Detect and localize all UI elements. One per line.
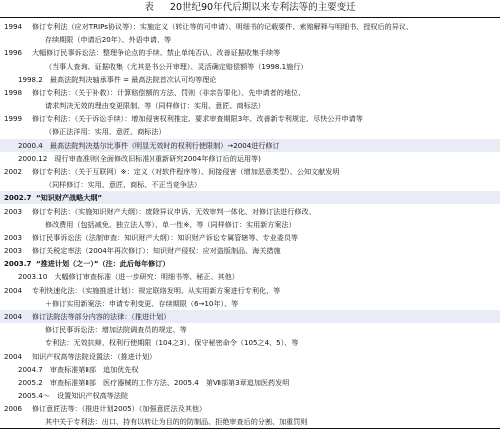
- table-row: [0, 310, 500, 323]
- table-row: [0, 389, 500, 402]
- table-row: [0, 363, 500, 376]
- row-year: 1994: [4, 22, 23, 31]
- row-year: 2004: [4, 351, 23, 361]
- row-text: 2005.4～ 设置知识产权高等法院: [18, 391, 128, 401]
- row-text: 修订专利法：（关于诉讼手续）：增加侵害权利推定、要求审查期限3年、改善新专利规定、尽快公开申请等: [32, 114, 363, 124]
- table-row: [0, 244, 500, 257]
- table-row: [0, 218, 500, 231]
- table-row: [0, 125, 500, 138]
- row-text: “知识财产战略大纲”: [36, 193, 103, 203]
- row-year: 2004: [4, 311, 23, 321]
- row-text: 专利快速化法：（实施推进计划）：规定联络发明、从实用新方案进行专利化，等: [32, 285, 281, 295]
- row-year: 2004: [4, 285, 23, 295]
- row-text: 2000.4 最高法院判决基尔比事件（明显无效时的权利行使限制）→2004进行修订: [18, 140, 280, 150]
- row-text: 2005.2 审查标准第Ⅱ部 医疗器械的工作方法、2005.4 第Ⅶ部第3章追加医药发明: [18, 377, 290, 387]
- row-year: 2006: [4, 404, 23, 414]
- top-rule: [0, 17, 500, 18]
- table-row: [0, 270, 500, 283]
- row-year: 2002.7: [4, 193, 32, 203]
- row-text: 修订专利法（应对TRIPs协议等）：实施定义（转让等的可申请）、明细书的记载要件、索赔解释与明细书、授权后的异议、: [32, 22, 413, 31]
- row-year: 2002: [4, 166, 23, 176]
- table-row: [0, 191, 500, 204]
- row-text: “推进计划（之一）”（注：此后每年修订）: [36, 259, 170, 269]
- table-title-text: 20世纪90年代后期以来专利法等的主要变迁: [169, 2, 356, 13]
- row-text: 修订专利法：（实施知识财产大纲）：废除异议申诉、无效审判一体化、对修订法进行修改、: [32, 206, 316, 216]
- row-year: 1996: [4, 48, 23, 58]
- table-row: [0, 336, 500, 349]
- table-row: [0, 152, 500, 165]
- table-row: [0, 33, 500, 46]
- table-row: [0, 165, 500, 178]
- table-row: [0, 205, 500, 218]
- table-row: [0, 323, 500, 336]
- table-row: [0, 139, 500, 152]
- row-text: 专利法：无效抗辩、权利行使期限（104之3）、保守秘密命令（105之4、5）、等: [45, 338, 299, 348]
- table-row: [0, 350, 500, 363]
- row-text: 1998.2 最高法院判决轴承事件 = 最高法院首次认可均等理论: [18, 74, 217, 84]
- row-text: 修订关税定率法（2004年再次修订）：知识财产侵权：应对盗版制品、海关措施: [32, 246, 281, 256]
- row-text: 修订民事诉讼法：增加法院调查员的规定、等: [45, 325, 187, 335]
- table-row: [0, 297, 500, 310]
- row-text: ＋修订实用新案法：申请专利变更、存续期限（6→10年）、等: [45, 298, 239, 308]
- table-title: [0, 2, 500, 14]
- table-row: [0, 86, 500, 99]
- table-row: [0, 99, 500, 112]
- row-text: 修改费用（包括减免、独立法人等）、单一性※、等（同样修订：实用新方案法）: [45, 219, 296, 229]
- table-row: [0, 415, 500, 428]
- row-text: （当事人查询、证据收集（尤其是书公开审理）、灵活确定赔偿额等（1998.1施行）: [45, 61, 308, 71]
- row-text: 2000.12 现行审查准则(全面修改旧标准)(重新研究2004年修订后的运用等): [18, 153, 261, 163]
- row-text: 修订民事诉讼法（法制审查：知识财产大纲）：知识财产诉讼专属管辖等、专业委员等: [32, 232, 299, 242]
- table-row: [0, 257, 500, 270]
- row-text: 知识产权高等法院设置法：（推进计划）: [32, 351, 157, 361]
- table-row: [0, 376, 500, 389]
- row-year: 1998: [4, 87, 23, 97]
- table-row: [0, 112, 500, 125]
- row-text: 存续期限（申请后20年）、外语申请、等: [45, 35, 172, 45]
- row-text: 修订意匠法等：（推进计划2005）（加强意匠法及其他）: [32, 404, 207, 414]
- row-text: 请求判决无效的理由变更限制、等（同样修订：实用、意匠、商标法）: [45, 101, 265, 111]
- table-row: [0, 402, 500, 415]
- table-label: 表: [144, 2, 154, 13]
- row-text: （修正法洋用：实用、意匠、商标法）: [45, 127, 166, 137]
- row-year: 2003: [4, 246, 23, 256]
- table-row: [0, 284, 500, 297]
- table-row: [0, 20, 500, 33]
- row-text: 修订法院法等部分内容的法律：（推进计划）: [32, 311, 171, 321]
- row-year: 2003.7: [4, 259, 32, 269]
- row-text: 大幅修订民事诉讼法：整理争论点的手续、禁止单纯否认、改善证据收集手续等: [32, 48, 281, 58]
- row-text: 2003.10 大幅修订审查标准（进一步研究：明细书等、秘正、其他）: [18, 272, 239, 282]
- table-row: [0, 231, 500, 244]
- bottom-rule: [0, 428, 500, 429]
- row-text: 2004.7 审查标准第Ⅱ部 追加优先权: [18, 364, 139, 374]
- row-text: 修订专利法：（关于互联网）※：定义（对软件程序等）、间接侵害（增加恶意类型）、公知文献发明: [32, 166, 340, 176]
- row-text: （同样修订：实用、意匠、商标、不正当竞争法）: [45, 180, 202, 190]
- table-row: [0, 73, 500, 86]
- table-row: [0, 178, 500, 191]
- table-row: [0, 60, 500, 73]
- table-row: [0, 46, 500, 59]
- row-year: 1999: [4, 114, 23, 124]
- row-year: 2003: [4, 206, 23, 216]
- row-year: 2003: [4, 232, 23, 242]
- row-text: 修订专利法：（关于补救）：计算赔偿额的方法、罚则（非亲告罪化）、先申请者的地位、: [32, 87, 306, 97]
- row-text: 其中关于专利法：出口、持有以转让为目的的防制品、拒绝审查后的分割、加重罚则: [45, 417, 308, 427]
